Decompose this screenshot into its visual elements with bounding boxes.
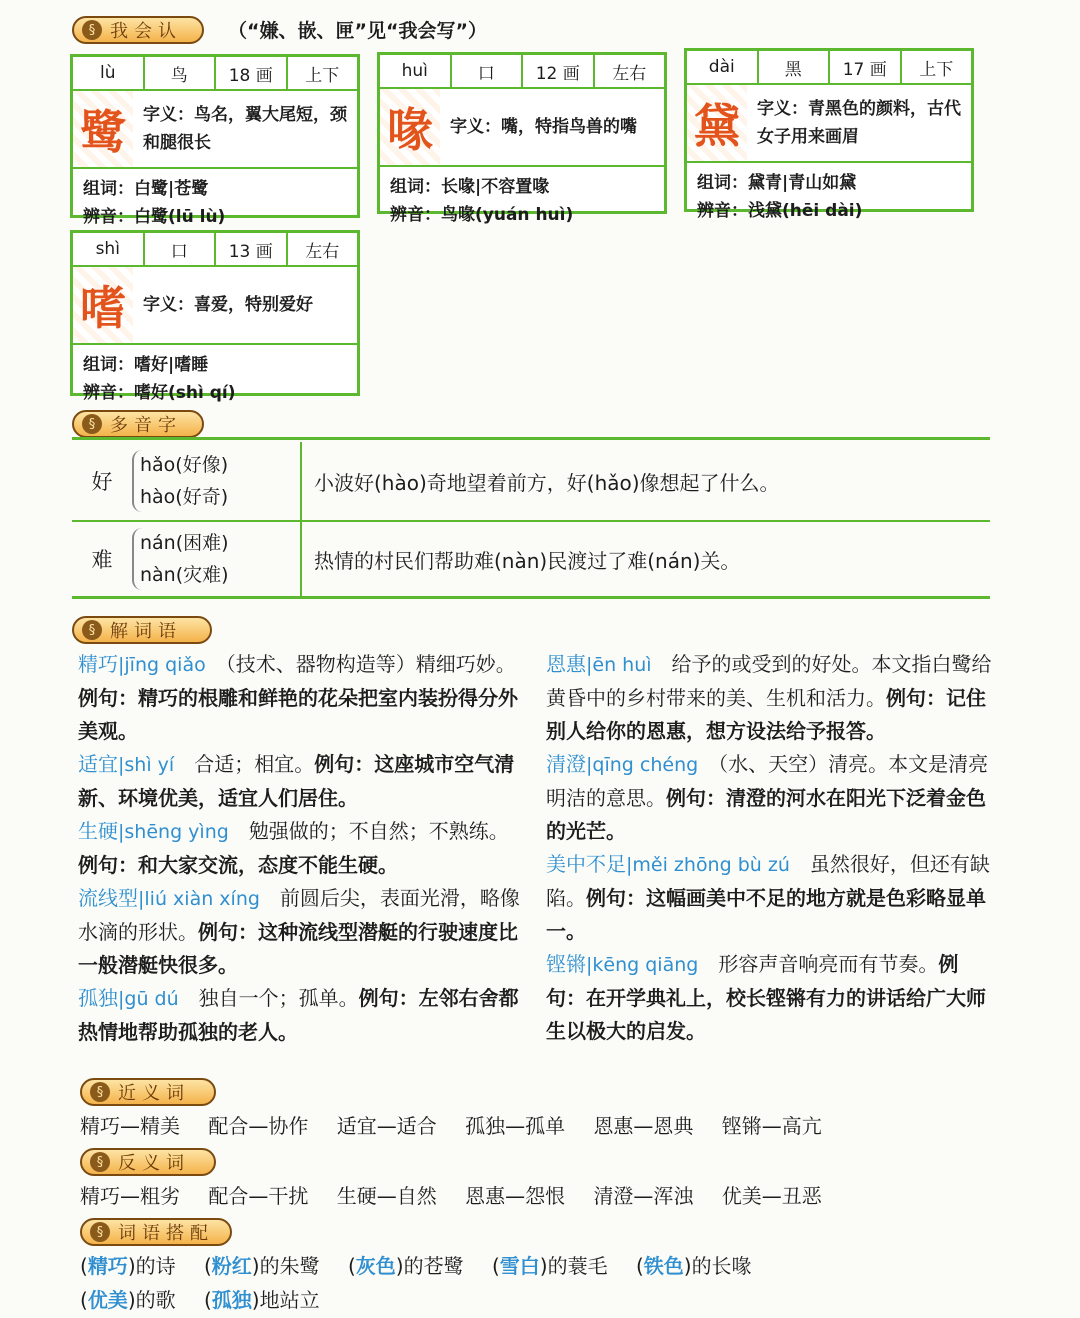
section-tag-explain bbox=[72, 616, 212, 644]
section-tag-recognize bbox=[72, 16, 204, 44]
word-pinyin: gū dú bbox=[124, 988, 179, 1010]
collocation-list bbox=[80, 1250, 774, 1279]
polyphone-row bbox=[72, 442, 990, 522]
word-definition: （水、天空）清亮。本文是清亮明洁的意思。 bbox=[546, 752, 989, 810]
word-pinyin: liú xiàn xíng bbox=[144, 888, 260, 910]
collocation-list bbox=[80, 1284, 342, 1313]
word-example: 例句：记住别人给你的恩惠，想方设法给予报答。 bbox=[546, 686, 986, 743]
card-words: 组词：嗜好|嗜睡 bbox=[83, 355, 209, 375]
word-term: 适宜 bbox=[78, 752, 118, 776]
card-strokes: 12 画 bbox=[523, 55, 595, 87]
word-example: 例句：左邻右舍都热情地帮助孤独的老人。 bbox=[78, 986, 519, 1044]
card-pinyin: shì bbox=[73, 233, 145, 265]
synonym-pair: 精巧—精美 bbox=[80, 1114, 180, 1138]
word-pinyin: shēng yìng bbox=[124, 821, 229, 843]
card-strokes: 18 画 bbox=[216, 57, 288, 89]
collocation-noun: 的诗 bbox=[135, 1254, 176, 1278]
word-term: 铿锵 bbox=[546, 952, 586, 976]
word-pinyin: ēn huì bbox=[592, 654, 652, 676]
collocation-noun: 地站立 bbox=[259, 1288, 320, 1312]
char-card-shi bbox=[70, 230, 360, 403]
word-example: 例句：精巧的根雕和鲜艳的花朵把室内装扮得分外美观。 bbox=[78, 686, 518, 743]
word-definition: 前圆后尖，表面光滑，略像水滴的形状。 bbox=[78, 886, 520, 944]
section-title: 反义词 bbox=[118, 1153, 190, 1174]
card-radical: 口 bbox=[145, 233, 217, 265]
polyphone-table bbox=[72, 437, 990, 599]
card-distinguish: 辨音：浅黛(hēi dài) bbox=[697, 201, 863, 221]
word-pinyin: jīng qiǎo bbox=[124, 654, 206, 676]
card-distinguish: 辨音：鸟喙(yuán huì) bbox=[390, 205, 574, 225]
word-definition: 给予的或受到的好处。本文指白鹭给黄昏中的乡村带来的美、生机和活力。 bbox=[546, 652, 992, 710]
word-term: 恩惠 bbox=[546, 652, 586, 676]
antonym-pair: 生硬—自然 bbox=[336, 1184, 437, 1208]
collocation-noun: 的朱鹭 bbox=[259, 1254, 320, 1278]
collocation-adj: 孤独 bbox=[211, 1288, 252, 1312]
card-meaning: 字义：青黑色的颜料，古代女子用来画眉 bbox=[757, 99, 961, 147]
word-term: 流线型 bbox=[78, 886, 138, 910]
section-tag-polyphonic bbox=[72, 410, 204, 438]
collocation-adj: 优美 bbox=[87, 1288, 128, 1312]
word-example: 例句：清澄的河水在阳光下泛着金色的光芒。 bbox=[546, 786, 986, 843]
ornament-icon: § bbox=[90, 1152, 110, 1172]
section-title: 近义词 bbox=[118, 1083, 190, 1104]
word-term: 清澄 bbox=[546, 752, 586, 776]
char-card-hui bbox=[377, 52, 667, 225]
collocation-item: (精巧)的诗 bbox=[80, 1254, 176, 1278]
word-pinyin: měi zhōng bù zú bbox=[632, 854, 790, 876]
word-term: 精巧 bbox=[78, 652, 118, 676]
word-entry: 流线型|liú xiàn xíng 前圆后尖，表面光滑，略像水滴的形状。例句：这种流线型潜艇的行驶速度比一般潜艇快很多。 bbox=[78, 886, 520, 977]
card-pinyin: dài bbox=[687, 51, 759, 83]
word-pinyin: kēng qiāng bbox=[592, 954, 699, 976]
collocation-item: (雪白)的蓑毛 bbox=[491, 1254, 608, 1278]
polyphone-reading: nán(困难) bbox=[140, 532, 229, 554]
card-structure: 左右 bbox=[612, 63, 647, 84]
polyphone-char: 难 bbox=[91, 548, 113, 572]
card-pinyin: huì bbox=[380, 55, 452, 87]
ornament-icon: § bbox=[82, 620, 102, 640]
word-entry: 恩惠|ēn huì 给予的或受到的好处。本文指白鹭给黄昏中的乡村带来的美、生机和活力。例句：记住别人给你的恩惠，想方设法给予报答。 bbox=[546, 652, 992, 743]
section-title: 多音字 bbox=[110, 415, 182, 436]
card-structure: 左右 bbox=[305, 241, 340, 262]
word-definition: 合适；相宜。 bbox=[194, 752, 315, 776]
card-strokes: 17 画 bbox=[830, 51, 902, 83]
antonym-pair: 清澄—浑浊 bbox=[593, 1184, 694, 1208]
synonym-pair: 适宜—适合 bbox=[336, 1114, 437, 1138]
word-example: 例句：这座城市空气清新、环境优美，适宜人们居住。 bbox=[78, 752, 515, 810]
section-tag-antonyms bbox=[80, 1148, 216, 1176]
word-example: 例句：这幅画美中不足的地方就是色彩略显单一。 bbox=[546, 886, 986, 943]
word-entry: 生硬|shēng yìng 勉强做的；不自然；不熟练。例句：和大家交流，态度不能生硬。 bbox=[78, 819, 509, 877]
card-meaning: 字义：嘴，特指鸟兽的嘴 bbox=[450, 117, 637, 137]
collocation-adj: 灰色 bbox=[355, 1254, 396, 1278]
word-pinyin: qīng chéng bbox=[592, 754, 699, 776]
collocation-adj: 雪白 bbox=[499, 1254, 540, 1278]
antonym-pair: 精巧—粗劣 bbox=[80, 1184, 180, 1208]
collocation-item: (粉红)的朱鹭 bbox=[203, 1254, 320, 1278]
polyphone-reading: hào(好奇) bbox=[140, 486, 229, 508]
word-term: 孤独 bbox=[78, 986, 118, 1010]
word-entry: 孤独|gū dú 独自一个；孤单。例句：左邻右舍都热情地帮助孤独的老人。 bbox=[78, 986, 519, 1044]
word-entry: 适宜|shì yí 合适；相宜。例句：这座城市空气清新、环境优美，适宜人们居住。 bbox=[78, 752, 515, 810]
card-pinyin: lù bbox=[73, 57, 145, 89]
card-character: 黛 bbox=[687, 85, 747, 161]
ornament-icon: § bbox=[90, 1222, 110, 1242]
word-definition: 虽然很好，但还有缺陷。 bbox=[546, 852, 990, 910]
card-radical: 鸟 bbox=[145, 57, 217, 89]
card-meaning: 字义：喜爱，特别爱好 bbox=[143, 295, 313, 315]
section-title: 我会认 bbox=[110, 21, 182, 42]
collocation-item: (孤独)地站立 bbox=[203, 1288, 320, 1312]
card-structure: 上下 bbox=[919, 59, 954, 80]
antonym-pair: 恩惠—怨恨 bbox=[465, 1184, 566, 1208]
collocation-item: (灰色)的苍鹭 bbox=[347, 1254, 464, 1278]
polyphone-row bbox=[72, 520, 990, 598]
card-distinguish: 辨音：白鹭(lū lù) bbox=[83, 207, 226, 227]
char-card-dai bbox=[684, 48, 974, 221]
word-definition: 勉强做的；不自然；不熟练。 bbox=[248, 819, 509, 843]
collocation-adj: 精巧 bbox=[87, 1254, 128, 1278]
collocation-noun: 的歌 bbox=[135, 1288, 176, 1312]
ornament-icon: § bbox=[82, 414, 102, 434]
word-definition: （技术、器物构造等）精细巧妙。 bbox=[225, 652, 516, 676]
section-tag-collocations bbox=[80, 1218, 232, 1246]
polyphone-char: 好 bbox=[91, 470, 113, 494]
polyphone-reading: nàn(灾难) bbox=[140, 564, 229, 586]
word-definition: 形容声音响亮而有节奏。 bbox=[718, 952, 939, 976]
word-column-right bbox=[546, 648, 994, 1048]
collocation-noun: 的长喙 bbox=[691, 1254, 752, 1278]
polyphone-readings bbox=[132, 528, 300, 590]
collocation-adj: 铁色 bbox=[643, 1254, 684, 1278]
polyphone-sentence: 热情的村民们帮助难(nàn)民渡过了难(nán)关。 bbox=[314, 548, 741, 573]
ornament-icon: § bbox=[90, 1082, 110, 1102]
word-entry: 清澄|qīng chéng （水、天空）清亮。本文是清亮明洁的意思。例句：清澄的河水在阳光下泛着金色的光芒。 bbox=[546, 752, 989, 843]
antonym-list bbox=[80, 1180, 844, 1209]
collocation-noun: 的蓑毛 bbox=[547, 1254, 608, 1278]
word-example: 例句：在开学典礼上，校长铿锵有力的讲话给广大师生以极大的启发。 bbox=[546, 952, 986, 1043]
char-card-lu bbox=[70, 54, 360, 227]
collocation-item: (铁色)的长喙 bbox=[635, 1254, 752, 1278]
synonym-pair: 恩惠—恩典 bbox=[593, 1114, 694, 1138]
section-title: 解词语 bbox=[110, 621, 182, 642]
section-tag-synonyms bbox=[80, 1078, 216, 1106]
card-words: 组词：白鹭|苍鹭 bbox=[83, 179, 209, 199]
card-radical: 黑 bbox=[759, 51, 831, 83]
card-distinguish: 辨音：嗜好(shì qí) bbox=[83, 383, 236, 403]
section-note: （“嫌、嵌、匣”见“我会写”） bbox=[228, 20, 487, 42]
word-term: 美中不足 bbox=[546, 852, 626, 876]
collocation-adj: 粉红 bbox=[211, 1254, 252, 1278]
word-pinyin: shì yí bbox=[124, 754, 175, 776]
synonym-pair: 孤独—孤单 bbox=[465, 1114, 566, 1138]
word-entry: 精巧|jīng qiǎo （技术、器物构造等）精细巧妙。例句：精巧的根雕和鲜艳的花朵把室内装扮得分外美观。 bbox=[78, 652, 518, 743]
synonym-pair: 配合—协作 bbox=[208, 1114, 309, 1138]
antonym-pair: 优美—丑恶 bbox=[721, 1184, 822, 1208]
card-structure: 上下 bbox=[305, 65, 340, 86]
card-words: 组词：黛青|青山如黛 bbox=[697, 173, 857, 193]
polyphone-sentence: 小波好(hào)奇地望着前方，好(hǎo)像想起了什么。 bbox=[314, 470, 780, 495]
ornament-icon: § bbox=[82, 20, 102, 40]
collocation-item: (优美)的歌 bbox=[80, 1288, 176, 1312]
antonym-pair: 配合—干扰 bbox=[208, 1184, 309, 1208]
card-character: 喙 bbox=[380, 89, 440, 165]
card-words: 组词：长喙|不容置喙 bbox=[390, 177, 550, 197]
polyphone-readings bbox=[132, 450, 300, 512]
word-entry: 铿锵|kēng qiāng 形容声音响亮而有节奏。例句：在开学典礼上，校长铿锵有力的讲话给广大师生以极大的启发。 bbox=[546, 952, 986, 1043]
section-title: 词语搭配 bbox=[118, 1223, 214, 1244]
word-entry: 美中不足|měi zhōng bù zú 虽然很好，但还有缺陷。例句：这幅画美中不足的地方就是色彩略显单一。 bbox=[546, 852, 990, 943]
word-example: 例句：这种流线型潜艇的行驶速度比一般潜艇快很多。 bbox=[78, 920, 518, 977]
word-term: 生硬 bbox=[78, 819, 118, 843]
word-example: 例句：和大家交流，态度不能生硬。 bbox=[78, 853, 398, 877]
word-definition: 独自一个；孤单。 bbox=[198, 986, 359, 1010]
card-meaning: 字义：鸟名，翼大尾短，颈和腿很长 bbox=[143, 105, 347, 153]
synonym-pair: 铿锵—高亢 bbox=[721, 1114, 822, 1138]
collocation-noun: 的苍鹭 bbox=[403, 1254, 464, 1278]
polyphone-reading: hǎo(好像) bbox=[140, 454, 229, 476]
card-strokes: 13 画 bbox=[216, 233, 288, 265]
synonym-list bbox=[80, 1110, 844, 1139]
word-column-left bbox=[78, 648, 526, 1049]
card-radical: 口 bbox=[452, 55, 524, 87]
card-character: 嗜 bbox=[73, 267, 133, 343]
card-character: 鹭 bbox=[73, 91, 133, 167]
